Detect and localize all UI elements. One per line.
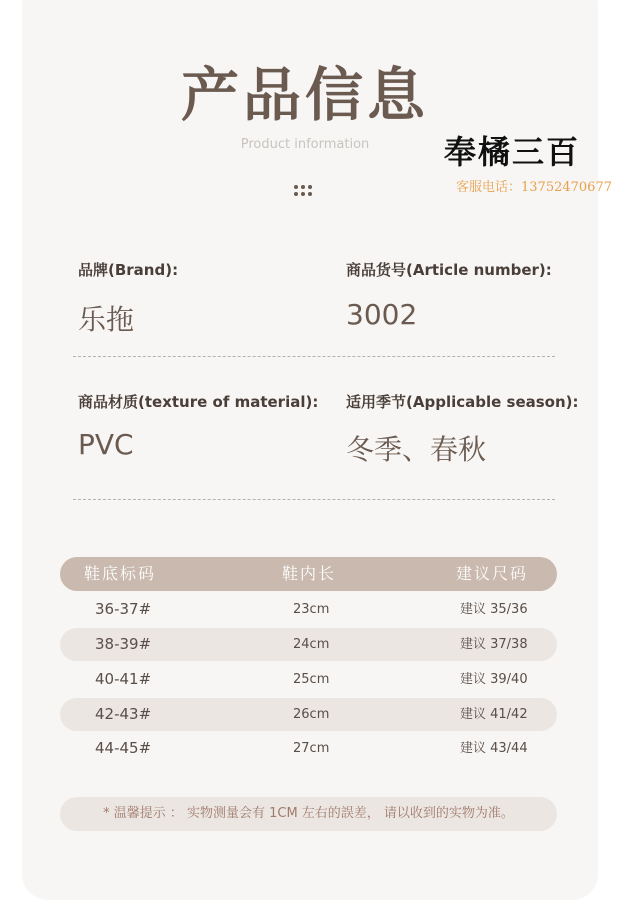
divider: [73, 356, 555, 357]
sole-size-cell: 40-41#: [95, 670, 152, 688]
table-row: [60, 698, 557, 731]
sole-size-cell: 42-43#: [95, 705, 152, 723]
brand-value: 乐拖: [78, 303, 135, 336]
recommended-size-cell: 建议 37/38: [460, 637, 528, 652]
material-label: 商品材质(texture of material):: [78, 393, 319, 411]
header-sole-size: 鞋底标码: [84, 564, 157, 583]
size-notice: * 温馨提示 ： 实物测量会有 1CM 左右的誤差， 请以收到的实物为准。: [60, 797, 557, 831]
recommended-size-cell: 建议 43/44: [460, 741, 528, 756]
inner-length-cell: 25cm: [293, 672, 330, 687]
divider: [73, 499, 555, 500]
recommended-size-cell: 建议 35/36: [460, 602, 528, 617]
inner-length-cell: 23cm: [293, 602, 330, 617]
shop-name: 奉橘三百: [444, 133, 581, 171]
sole-size-cell: 36-37#: [95, 600, 152, 618]
article-number-value: 3002: [346, 298, 418, 331]
inner-length-cell: 24cm: [293, 637, 330, 652]
recommended-size-cell: 建议 41/42: [460, 707, 528, 722]
page-subtitle: Product information: [240, 137, 370, 152]
header-inner-length: 鞋内长: [282, 564, 337, 583]
material-value: PVC: [78, 428, 134, 461]
table-row: [60, 732, 557, 765]
table-row: [60, 663, 557, 696]
inner-length-cell: 26cm: [293, 707, 330, 722]
article-number-label: 商品货号(Article number):: [346, 261, 552, 279]
table-row: [60, 628, 557, 661]
season-label: 适用季节(Applicable season):: [346, 393, 579, 411]
sole-size-cell: 44-45#: [95, 739, 152, 757]
size-table-header: [60, 557, 557, 591]
dots-icon: [294, 185, 316, 197]
inner-length-cell: 27cm: [293, 741, 330, 756]
shop-phone: 客服电话：13752470677: [456, 180, 612, 195]
page-title: 产品信息: [180, 61, 429, 129]
sole-size-cell: 38-39#: [95, 635, 152, 653]
table-row: [60, 593, 557, 626]
recommended-size-cell: 建议 39/40: [460, 672, 528, 687]
brand-label: 品牌(Brand):: [78, 261, 179, 279]
shop-watermark: [444, 132, 614, 195]
season-value: 冬季、春秋: [346, 433, 487, 466]
header-recommended-size: 建议尺码: [456, 564, 529, 583]
